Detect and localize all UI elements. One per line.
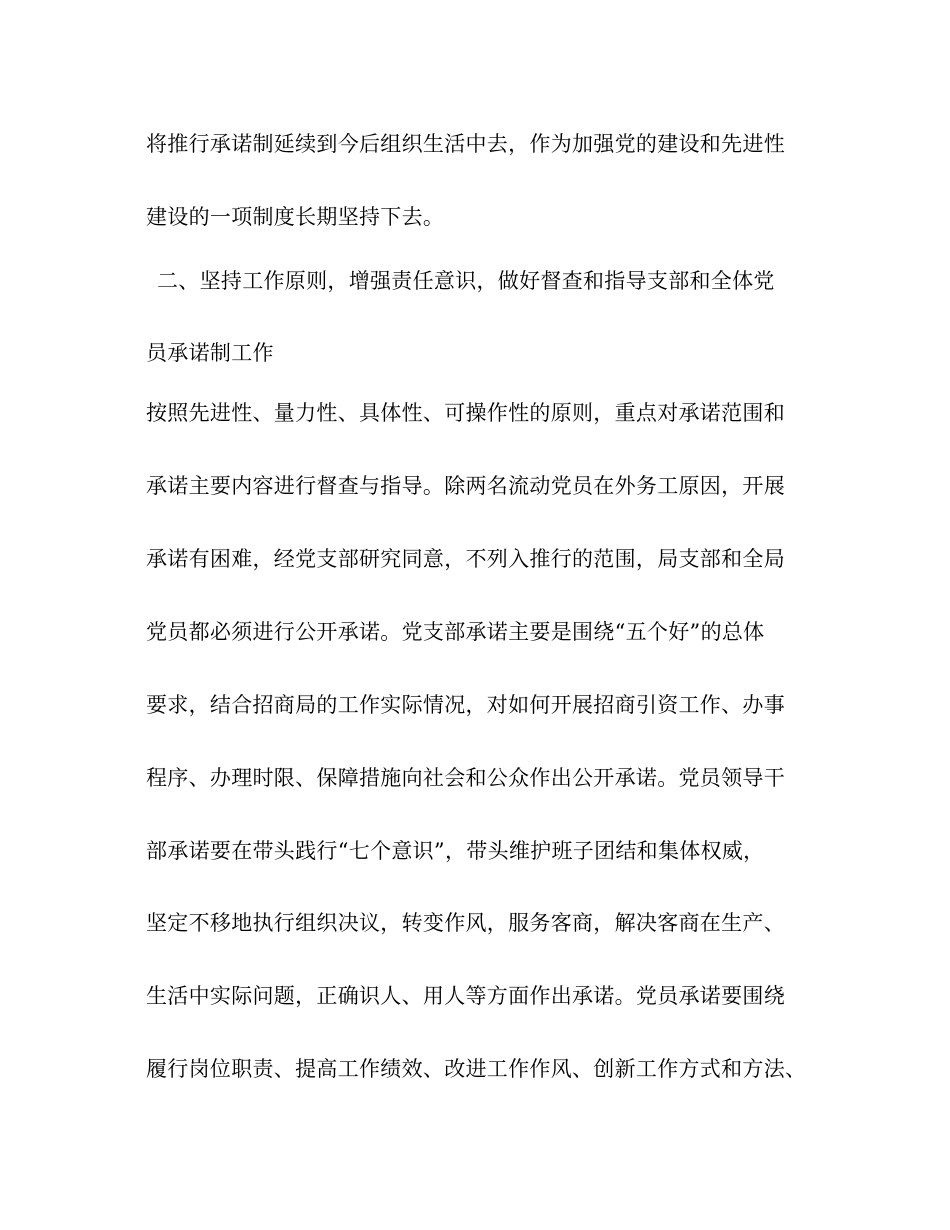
text-line: 党员都必须进行公开承诺。党支部承诺主要是围绕“五个好”的总体 (146, 620, 765, 644)
text-line: 生活中实际问题，正确识人、用人等方面作出承诺。党员承诺要围绕 (146, 984, 785, 1008)
text-line: 承诺有困难，经党支部研究同意，不列入推行的范围，局支部和全局 (146, 547, 785, 571)
text-line: 要求，结合招商局的工作实际情况，对如何开展招商引资工作、办事 (146, 693, 785, 717)
text-line: 按照先进性、量力性、具体性、可操作性的原则，重点对承诺范围和 (146, 401, 785, 425)
text-line: 建设的一项制度长期坚持下去。 (146, 205, 445, 229)
section-heading-line: 员承诺制工作 (146, 341, 274, 365)
text-line: 坚定不移地执行组织决议，转变作风，服务客商，解决客商在生产、 (146, 911, 785, 935)
text-line: 履行岗位职责、提高工作绩效、改进工作作风、创新工作方式和方法、 (146, 1057, 807, 1081)
text-line: 程序、办理时限、保障措施向社会和公众作出公开承诺。党员领导干 (146, 766, 785, 790)
text-line: 承诺主要内容进行督查与指导。除两名流动党员在外务工原因，开展 (146, 474, 785, 498)
text-line: 部承诺要在带头践行“七个意识”，带头维护班子团结和集体权威， (146, 839, 765, 863)
section-heading-line: 二、坚持工作原则，增强责任意识，做好督查和指导支部和全体党 (157, 269, 775, 293)
text-line: 将推行承诺制延续到今后组织生活中去，作为加强党的建设和先进性 (146, 132, 785, 156)
